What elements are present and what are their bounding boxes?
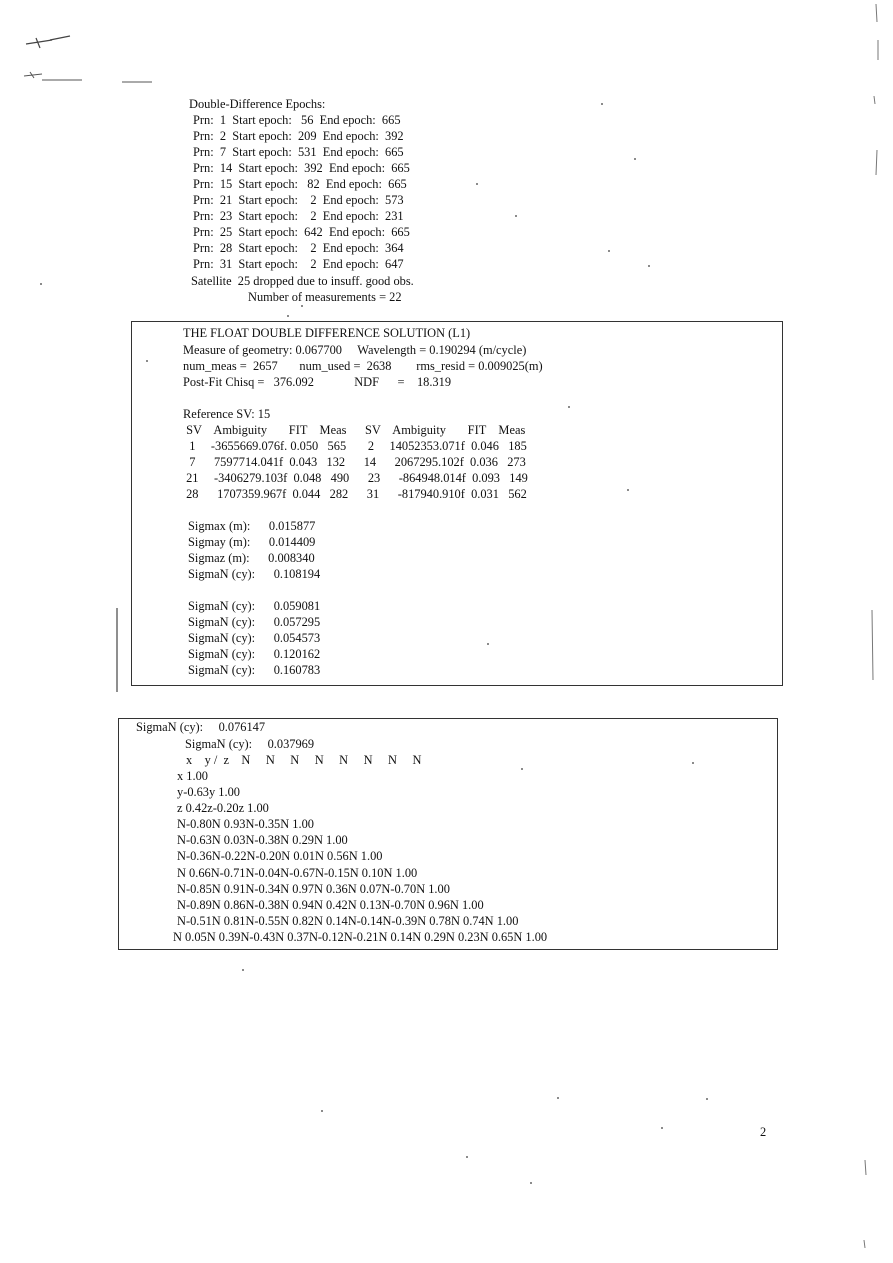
- speck: [706, 1098, 708, 1100]
- correlation-header: x y / z N N N N N N N N: [186, 753, 422, 767]
- chisq-line: Post-Fit Chisq = 376.092 NDF = 18.319: [183, 375, 452, 389]
- correlation-row: z 0.42z-0.20z 1.00: [177, 801, 269, 815]
- speck: [601, 103, 603, 105]
- sigma-line: Sigmax (m): 0.015877: [188, 519, 316, 533]
- float-solution-box: [131, 321, 783, 686]
- epoch-row: Prn: 31 Start epoch: 2 End epoch: 647: [193, 257, 404, 271]
- sigma-line: SigmaN (cy): 0.037969: [185, 737, 315, 751]
- sigma-line: SigmaN (cy): 0.120162: [188, 647, 321, 661]
- epoch-row: Prn: 15 Start epoch: 82 End epoch: 665: [193, 177, 407, 191]
- sigma-line: SigmaN (cy): 0.108194: [188, 567, 321, 581]
- correlation-row: N-0.89N 0.86N-0.38N 0.94N 0.42N 0.13N-0.70N 0.96N 1.00: [177, 898, 484, 912]
- dropped-satellite-note: Satellite 25 dropped due to insuff. good obs.: [191, 274, 414, 288]
- speck: [242, 969, 244, 971]
- speck: [40, 283, 42, 285]
- speck: [648, 265, 650, 267]
- correlation-row: N-0.51N 0.81N-0.55N 0.82N 0.14N-0.14N-0.39N 0.78N 0.74N 1.00: [177, 914, 519, 928]
- epochs-heading: Double-Difference Epochs:: [189, 97, 326, 111]
- sigma-line: SigmaN (cy): 0.054573: [188, 631, 321, 645]
- sigma-line: SigmaN (cy): 0.057295: [188, 615, 321, 629]
- correlation-row: N-0.80N 0.93N-0.35N 1.00: [177, 817, 314, 831]
- epoch-row: Prn: 1 Start epoch: 56 End epoch: 665: [193, 113, 401, 127]
- sigma-line: Sigmaz (m): 0.008340: [188, 551, 315, 565]
- speck: [301, 305, 303, 307]
- speck: [287, 315, 289, 317]
- epoch-row: Prn: 7 Start epoch: 531 End epoch: 665: [193, 145, 404, 159]
- ambiguity-row: 28 1707359.967f 0.044 282 31 -817940.910f 0.031 562: [183, 487, 527, 501]
- speck: [466, 1156, 468, 1158]
- epoch-row: Prn: 21 Start epoch: 2 End epoch: 573: [193, 193, 404, 207]
- left-margin-mark: [112, 600, 122, 710]
- speck: [634, 158, 636, 160]
- sigma-line: SigmaN (cy): 0.059081: [188, 599, 321, 613]
- scan-scribble-mark: [22, 30, 162, 90]
- sigma-line: SigmaN (cy): 0.160783: [188, 663, 321, 677]
- correlation-row: N-0.36N-0.22N-0.20N 0.01N 0.56N 1.00: [177, 849, 383, 863]
- sigma-line: SigmaN (cy): 0.076147: [136, 720, 266, 734]
- epoch-row: Prn: 14 Start epoch: 392 End epoch: 665: [193, 161, 410, 175]
- speck: [476, 183, 478, 185]
- correlation-row: x 1.00: [177, 769, 208, 783]
- speck: [661, 1127, 663, 1129]
- epoch-row: Prn: 2 Start epoch: 209 End epoch: 392: [193, 129, 404, 143]
- ambiguity-row: 21 -3406279.103f 0.048 490 23 -864948.014f 0.093 149: [183, 471, 528, 485]
- epoch-row: Prn: 28 Start epoch: 2 End epoch: 364: [193, 241, 404, 255]
- correlation-row: N 0.66N-0.71N-0.04N-0.67N-0.15N 0.10N 1.00: [177, 866, 418, 880]
- measurement-count: Number of measurements = 22: [248, 290, 402, 304]
- solution-title: THE FLOAT DOUBLE DIFFERENCE SOLUTION (L1): [183, 326, 471, 340]
- correlation-row: y-0.63y 1.00: [177, 785, 240, 799]
- correlation-row: N 0.05N 0.39N-0.43N 0.37N-0.12N-0.21N 0.14N 0.29N 0.23N 0.65N 1.00: [173, 930, 548, 944]
- reference-sv: Reference SV: 15: [183, 407, 271, 421]
- correlation-row: N-0.85N 0.91N-0.34N 0.97N 0.36N 0.07N-0.70N 1.00: [177, 882, 450, 896]
- speck: [608, 250, 610, 252]
- epoch-row: Prn: 25 Start epoch: 642 End epoch: 665: [193, 225, 410, 239]
- correlation-row: N-0.63N 0.03N-0.38N 0.29N 1.00: [177, 833, 348, 847]
- page-number: 2: [760, 1125, 767, 1139]
- epoch-row: Prn: 23 Start epoch: 2 End epoch: 231: [193, 209, 404, 223]
- measurement-stats-line: num_meas = 2657 num_used = 2638 rms_resid = 0.009025(m): [183, 359, 543, 373]
- speck: [515, 215, 517, 217]
- ambiguity-table-header: SV Ambiguity FIT Meas SV Ambiguity FIT Meas: [183, 423, 526, 437]
- speck: [530, 1182, 532, 1184]
- ambiguity-row: 7 7597714.041f 0.043 132 14 2067295.102f 0.036 273: [183, 455, 526, 469]
- ambiguity-row: 1 -3655669.076f. 0.050 565 2 14052353.071f 0.046 185: [183, 439, 527, 453]
- scan-edge-mark: [862, 0, 882, 1263]
- geometry-line: Measure of geometry: 0.067700 Wavelength = 0.190294 (m/cycle): [183, 343, 527, 357]
- correlation-matrix-box: [118, 718, 778, 950]
- speck: [321, 1110, 323, 1112]
- sigma-line: Sigmay (m): 0.014409: [188, 535, 316, 549]
- speck: [557, 1097, 559, 1099]
